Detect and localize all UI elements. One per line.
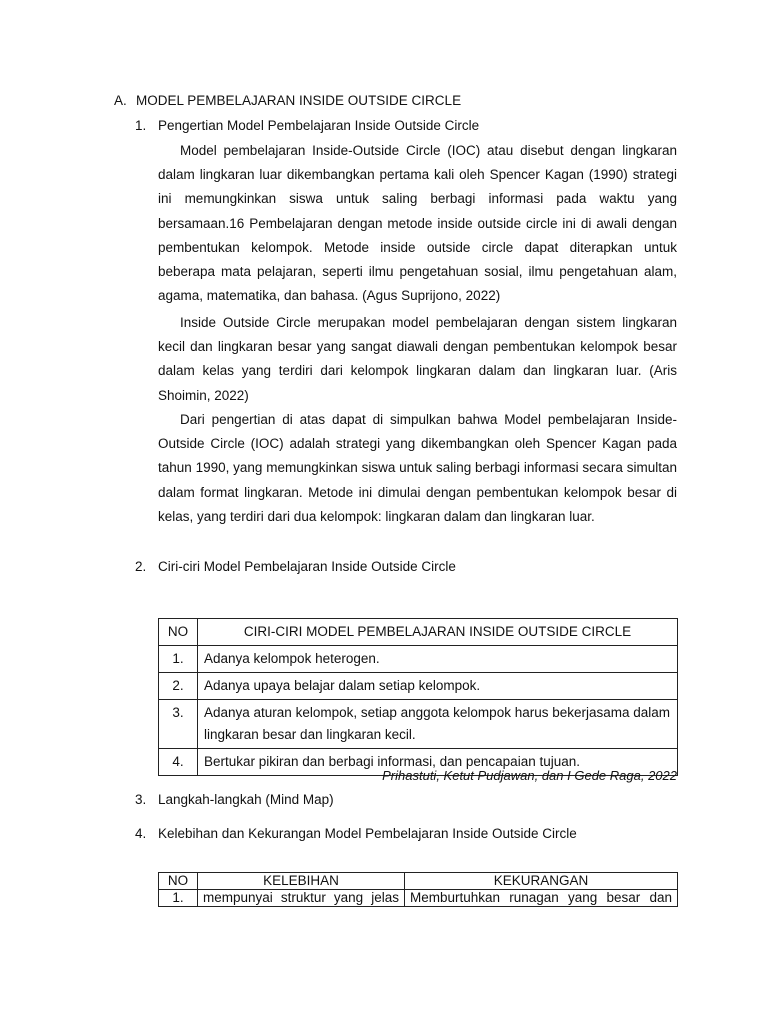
section-heading [114,93,461,108]
row-text: Adanya kelompok heterogen. [198,646,678,673]
row-number: 3. [159,700,198,749]
subheading-1-title: Pengertian Model Pembelajaran Inside Outside Circle [158,118,480,133]
subheading-4-marker: 4. [135,826,147,841]
paragraph-2: Inside Outside Circle merupakan model pembelajaran dengan sistem lingkaran kecil dan lingkaran besar yang sangat diawali dengan pembentukan kelompok besar dalam kelas yang terdiri dari kelompok lingkaran dalam dan lingkaran luar. (Aris Shoimin, 2022) [158,315,677,403]
row-text: Adanya upaya belajar dalam setiap kelompok. [198,673,678,700]
column-header-advantages: KELEBIHAN [198,873,405,890]
subheading-3-marker: 3. [135,792,147,807]
subheading-2 [135,559,456,574]
table-row [159,673,678,700]
subheading-1 [135,118,479,133]
section-title: MODEL PEMBELAJARAN INSIDE OUTSIDE CIRCLE [136,93,462,108]
column-header-disadvantages: KEKURANGAN [405,873,678,890]
subheading-3 [135,792,334,807]
paragraph-1: Model pembelajaran Inside-Outside Circle (IOC) atau disebut dengan lingkaran dalam lingkaran luar dikembangkan pertama kali oleh Spencer Kagan (1990) strategi ini memungkinkan siswa untuk saling berbagi informasi pada waktu yang bersamaan.16 Pembelajaran dengan metode inside outside circle ini di awali dengan pembentukan kelompok. Metode inside outside circle dapat diterapkan untuk beberapa mata pelajaran, seperti ilmu pengetahuan sosial, ilmu pengetahuan alam, agama, matematika, dan bahasa. (Agus Suprijono, 2022) [158,143,677,304]
subheading-4 [135,826,577,841]
column-header-no: NO [159,619,198,646]
row-number: 1. [159,646,198,673]
row-number: 2. [159,673,198,700]
table-row [159,646,678,673]
pros-cons-table [158,872,678,907]
table-header-row [159,873,678,890]
table-row [159,890,678,907]
column-header-no: NO [159,873,198,890]
row-text: Bertukar pikiran dan berbagi informasi, dan pencapaian tujuan. [198,749,678,776]
row-number: 4. [159,749,198,776]
row-advantage: mempunyai struktur yang jelas [198,890,405,907]
section-marker: A. [114,93,127,108]
subheading-2-marker: 2. [135,559,147,574]
row-text: Adanya aturan kelompok, setiap anggota kelompok harus bekerjasama dalam lingkaran besar dan lingkaran kecil. [198,700,678,749]
row-disadvantage: Memburtuhkan runagan yang besar dan [405,890,678,907]
characteristics-table [158,618,678,776]
subheading-4-title: Kelebihan dan Kekurangan Model Pembelajaran Inside Outside Circle [158,826,577,841]
table-header-row [159,619,678,646]
paragraph-3: Dari pengertian di atas dapat di simpulkan bahwa Model pembelajaran Inside-Outside Circle (IOC) adalah strategi yang dikembangkan oleh Spencer Kagan pada tahun 1990, yang memungkinkan siswa untuk saling berbagi informasi secara simultan dalam format lingkaran. Metode ini dimulai dengan pembentukan kelompok besar di kelas, yang terdiri dari dua kelompok: lingkaran dalam dan lingkaran luar. [158,412,677,524]
column-header-characteristics: CIRI-CIRI MODEL PEMBELAJARAN INSIDE OUTSIDE CIRCLE [198,619,678,646]
subheading-3-title: Langkah-langkah (Mind Map) [158,792,334,807]
row-number: 1. [159,890,198,907]
table-row [159,700,678,749]
subheading-1-marker: 1. [135,118,147,133]
table-source-citation: Prihastuti, Ketut Pudjawan, dan I Gede Raga, 2022 [382,768,677,783]
subheading-2-title: Ciri-ciri Model Pembelajaran Inside Outside Circle [158,559,456,574]
